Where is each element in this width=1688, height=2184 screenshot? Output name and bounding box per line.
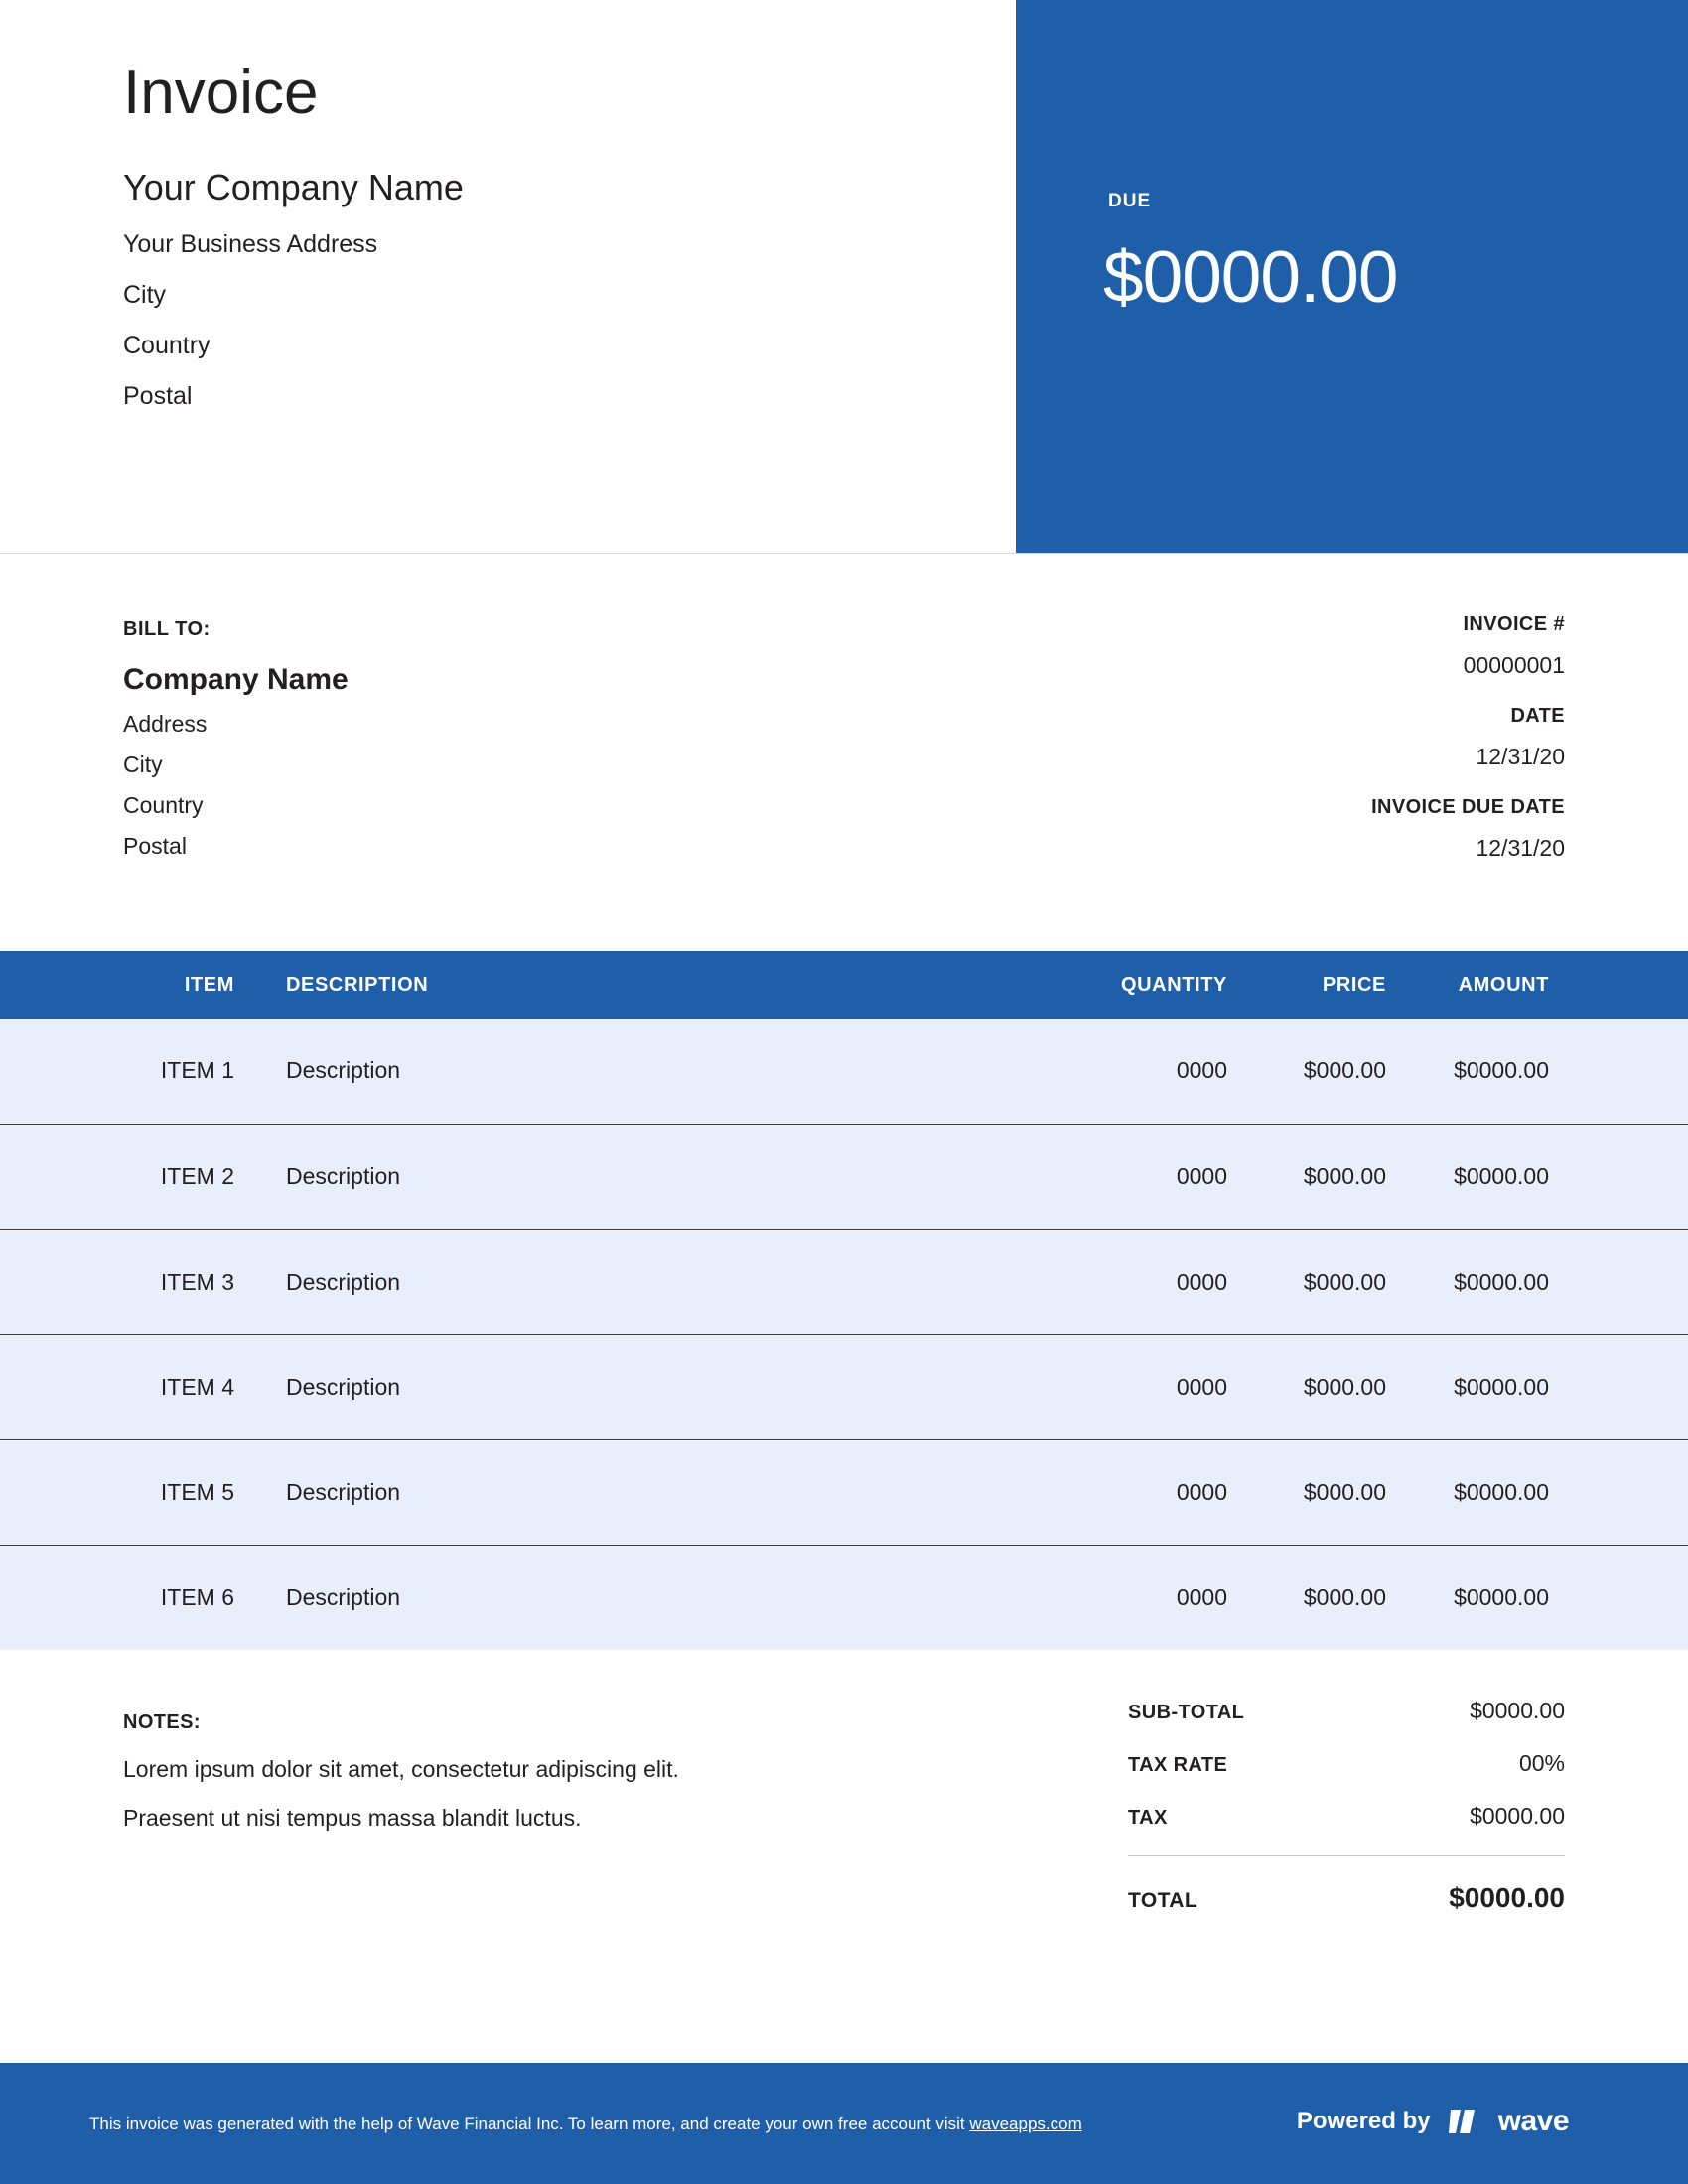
cell-item: ITEM 5 bbox=[0, 1439, 258, 1545]
footer-note bbox=[89, 2115, 1082, 2134]
table-row bbox=[0, 1019, 1688, 1124]
cell-description: Description bbox=[258, 1545, 1062, 1650]
sender-address-city: City bbox=[123, 281, 167, 310]
bill-to-country: Country bbox=[123, 792, 204, 818]
invoice-date-label: DATE bbox=[1510, 705, 1565, 727]
line-items-table bbox=[0, 951, 1688, 1650]
bill-to-address: Address bbox=[123, 711, 208, 737]
table-row bbox=[0, 1229, 1688, 1334]
column-header-description: DESCRIPTION bbox=[258, 951, 1062, 1019]
bill-to-company: Company Name bbox=[123, 663, 349, 696]
tax-rate-row bbox=[1128, 1750, 1565, 1777]
total-value: $0000.00 bbox=[1449, 1882, 1565, 1913]
column-header-price: PRICE bbox=[1251, 951, 1410, 1019]
total-row bbox=[1128, 1882, 1565, 1914]
cell-description: Description bbox=[258, 1439, 1062, 1545]
cell-amount: $0000.00 bbox=[1410, 1229, 1688, 1334]
powered-by-label: Powered by bbox=[1296, 2108, 1431, 2134]
table-row bbox=[0, 1334, 1688, 1439]
table-row bbox=[0, 1545, 1688, 1650]
cell-description: Description bbox=[258, 1334, 1062, 1439]
wave-wordmark: wave bbox=[1497, 2105, 1569, 2137]
footer-note-text: This invoice was generated with the help of Wave Financial Inc. To learn more, and create your own free account visit bbox=[89, 2115, 970, 2133]
cell-quantity: 0000 bbox=[1062, 1019, 1251, 1124]
cell-description: Description bbox=[258, 1124, 1062, 1229]
subtotal-value: $0000.00 bbox=[1470, 1698, 1565, 1723]
invoice-meta-section bbox=[0, 554, 1688, 951]
tax-value: $0000.00 bbox=[1470, 1803, 1565, 1829]
amount-due-label: DUE bbox=[1108, 191, 1152, 211]
cell-price: $000.00 bbox=[1251, 1334, 1410, 1439]
cell-item: ITEM 6 bbox=[0, 1545, 258, 1650]
sender-address-line: Your Business Address bbox=[123, 230, 378, 259]
cell-description: Description bbox=[258, 1229, 1062, 1334]
summary-section bbox=[0, 1650, 1688, 1978]
sender-address-postal: Postal bbox=[123, 382, 193, 411]
invoice-footer bbox=[0, 2063, 1688, 2184]
cell-price: $000.00 bbox=[1251, 1019, 1410, 1124]
sender-block bbox=[123, 60, 917, 411]
column-header-quantity: QUANTITY bbox=[1062, 951, 1251, 1019]
amount-due-panel bbox=[1016, 0, 1688, 553]
cell-quantity: 0000 bbox=[1062, 1334, 1251, 1439]
bill-to-postal: Postal bbox=[123, 833, 187, 859]
cell-quantity: 0000 bbox=[1062, 1124, 1251, 1229]
table-header-row bbox=[0, 951, 1688, 1019]
bill-to-label: BILL TO: bbox=[123, 618, 211, 640]
cell-amount: $0000.00 bbox=[1410, 1439, 1688, 1545]
totals-divider bbox=[1128, 1855, 1565, 1856]
cell-price: $000.00 bbox=[1251, 1439, 1410, 1545]
invoice-due-date-label: INVOICE DUE DATE bbox=[1371, 796, 1565, 818]
column-header-item: ITEM bbox=[0, 951, 258, 1019]
total-label: TOTAL bbox=[1128, 1889, 1198, 1912]
bill-to-city: City bbox=[123, 751, 163, 777]
invoice-header bbox=[0, 0, 1688, 554]
table-row bbox=[0, 1124, 1688, 1229]
invoice-details-block bbox=[1049, 614, 1565, 887]
column-header-amount: AMOUNT bbox=[1410, 951, 1688, 1019]
sender-company-name: Your Company Name bbox=[123, 167, 464, 208]
sender-address-country: Country bbox=[123, 332, 211, 360]
table-row bbox=[0, 1439, 1688, 1545]
cell-item: ITEM 3 bbox=[0, 1229, 258, 1334]
tax-row bbox=[1128, 1803, 1565, 1830]
notes-block bbox=[123, 1711, 937, 1832]
subtotal-row bbox=[1128, 1698, 1565, 1724]
subtotal-label: SUB-TOTAL bbox=[1128, 1702, 1245, 1723]
invoice-number-value: 00000001 bbox=[1463, 652, 1565, 678]
notes-label: NOTES: bbox=[123, 1711, 201, 1733]
cell-amount: $0000.00 bbox=[1410, 1124, 1688, 1229]
invoice-number-label: INVOICE # bbox=[1463, 614, 1565, 635]
cell-amount: $0000.00 bbox=[1410, 1019, 1688, 1124]
notes-line-1: Lorem ipsum dolor sit amet, consectetur adipiscing elit. bbox=[123, 1756, 679, 1782]
cell-quantity: 0000 bbox=[1062, 1439, 1251, 1545]
wave-logo bbox=[1449, 2105, 1569, 2138]
cell-item: ITEM 2 bbox=[0, 1124, 258, 1229]
cell-price: $000.00 bbox=[1251, 1545, 1410, 1650]
bill-to-block bbox=[123, 618, 818, 860]
totals-block bbox=[1128, 1698, 1565, 1940]
footer-branding bbox=[1297, 2105, 1569, 2138]
page-title: Invoice bbox=[123, 59, 319, 127]
invoice-due-date-value: 12/31/20 bbox=[1476, 835, 1565, 861]
cell-quantity: 0000 bbox=[1062, 1229, 1251, 1334]
tax-rate-label: TAX RATE bbox=[1128, 1754, 1228, 1776]
notes-line-2: Praesent ut nisi tempus massa blandit luctus. bbox=[123, 1805, 582, 1831]
cell-item: ITEM 4 bbox=[0, 1334, 258, 1439]
wave-mark-icon bbox=[1449, 2106, 1488, 2137]
waveapps-link[interactable]: waveapps.com bbox=[969, 2115, 1082, 2133]
invoice-date-value: 12/31/20 bbox=[1476, 744, 1565, 769]
tax-rate-value: 00% bbox=[1518, 1750, 1565, 1776]
tax-label: TAX bbox=[1128, 1807, 1168, 1829]
cell-amount: $0000.00 bbox=[1410, 1545, 1688, 1650]
cell-amount: $0000.00 bbox=[1410, 1334, 1688, 1439]
cell-description: Description bbox=[258, 1019, 1062, 1124]
cell-price: $000.00 bbox=[1251, 1229, 1410, 1334]
cell-price: $000.00 bbox=[1251, 1124, 1410, 1229]
cell-item: ITEM 1 bbox=[0, 1019, 258, 1124]
amount-due-value: $0000.00 bbox=[1103, 237, 1398, 318]
cell-quantity: 0000 bbox=[1062, 1545, 1251, 1650]
